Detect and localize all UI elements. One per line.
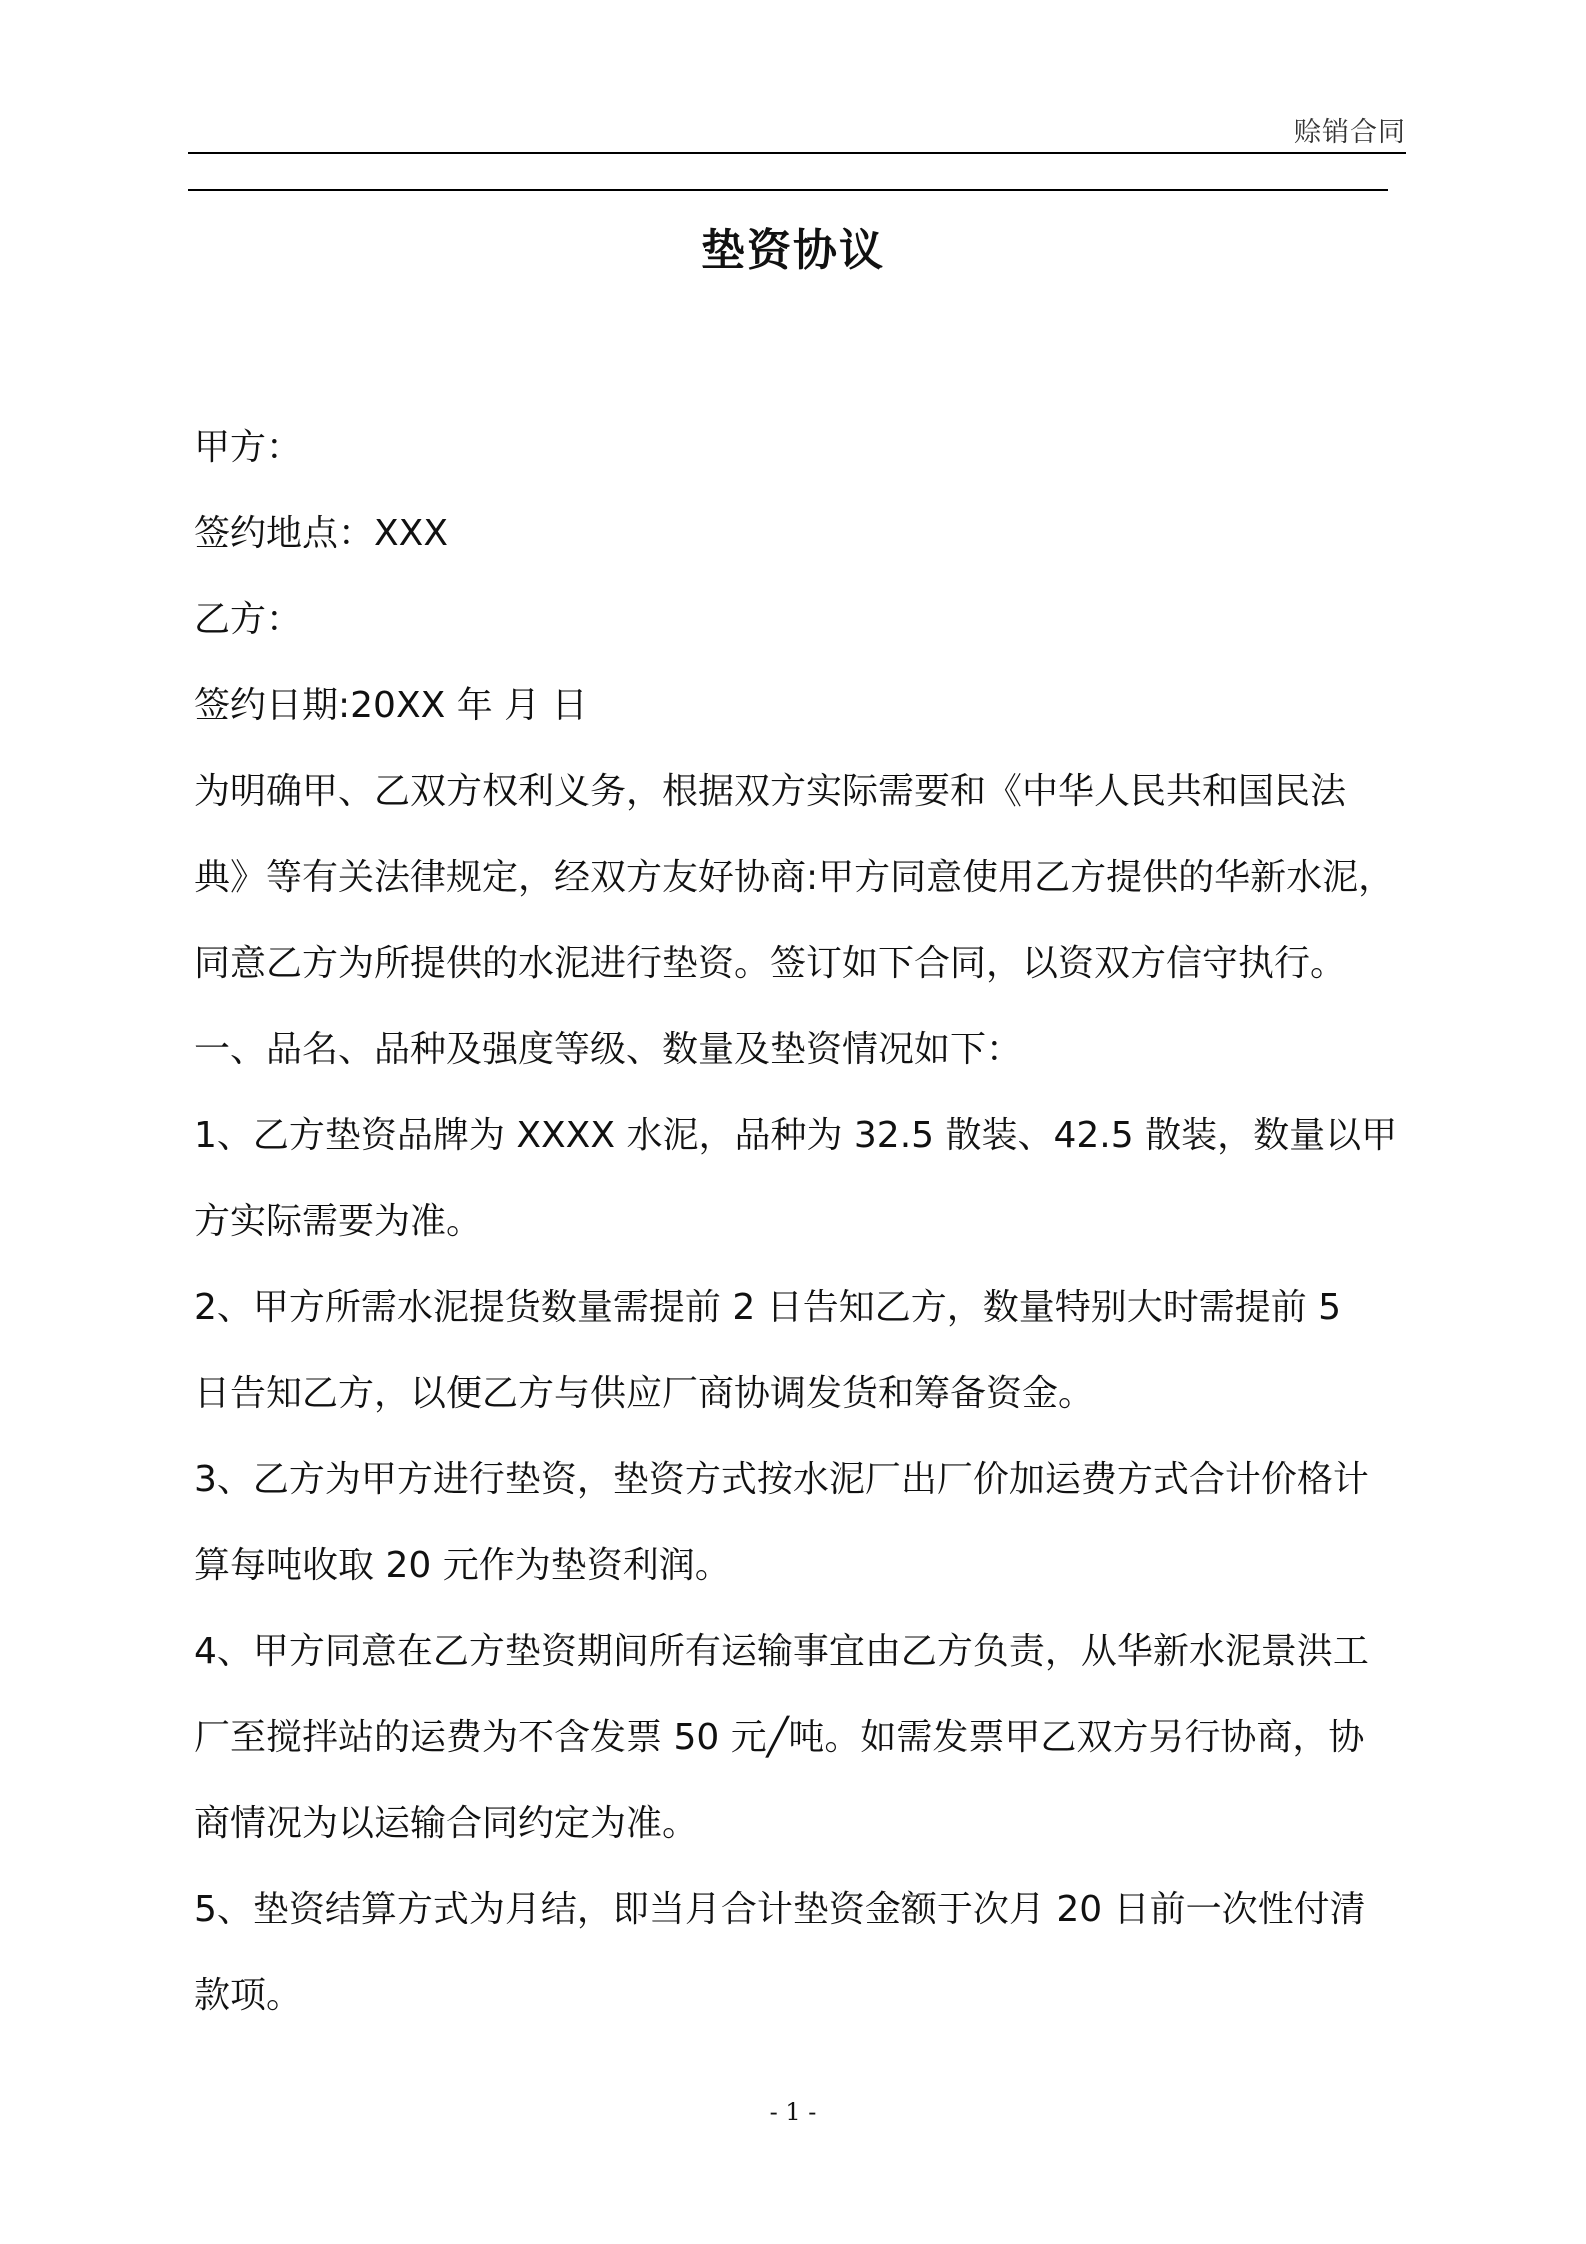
signing-location-line: 签约地点：XXX (194, 513, 448, 554)
preamble-line: 典》等有关法律规定，经双方友好协商:甲方同意使用乙方提供的华新水泥， (194, 857, 1395, 898)
clause-5-line: 5、垫资结算方式为月结，即当月合计垫资金额于次月 20 日前一次性付清 (194, 1889, 1366, 1930)
clause-4-line: 4、甲方同意在乙方垫资期间所有运输事宜由乙方负责，从华新水泥景洪工 (194, 1631, 1369, 1672)
preamble-line: 同意乙方为所提供的水泥进行垫资。签订如下合同，以资双方信守执行。 (194, 943, 1347, 984)
running-header: 赊销合同 (1294, 117, 1406, 148)
party-b-line: 乙方： (194, 599, 303, 640)
clause-4-line: 厂至搅拌站的运费为不含发票 50 元╱吨。如需发票甲乙双方另行协商，协 (194, 1717, 1365, 1758)
clause-2-line: 日告知乙方，以便乙方与供应厂商协调发货和筹备资金。 (194, 1373, 1095, 1414)
clause-1-line: 1、乙方垫资品牌为 XXXX 水泥，品种为 32.5 散装、42.5 散装，数量以甲 (194, 1115, 1398, 1156)
document-body (194, 405, 1406, 2039)
signing-date-line: 签约日期:20XX 年 月 日 (194, 685, 588, 726)
clause-3-line: 3、乙方为甲方进行垫资，垫资方式按水泥厂出厂价加运费方式合计价格计 (194, 1459, 1369, 1500)
section-heading: 一、品名、品种及强度等级、数量及垫资情况如下： (194, 1029, 1023, 1070)
party-a-line: 甲方： (194, 427, 303, 468)
clause-3-line: 算每吨收取 20 元作为垫资利润。 (194, 1545, 731, 1586)
clause-2-line: 2、甲方所需水泥提货数量需提前 2 日告知乙方，数量特别大时需提前 5 (194, 1287, 1342, 1328)
header-rule-secondary (188, 189, 1388, 191)
clause-1-line: 方实际需要为准。 (194, 1201, 483, 1242)
preamble-line: 为明确甲、乙双方权利义务，根据双方实际需要和《中华人民共和国民法 (194, 771, 1347, 812)
clause-4-line: 商情况为以运输合同约定为准。 (194, 1803, 699, 1844)
page-number: - 1 - (769, 2098, 817, 2126)
header-rule (188, 152, 1406, 154)
document-title: 垫资协议 (701, 225, 885, 276)
clause-5-line: 款项。 (194, 1975, 303, 2016)
